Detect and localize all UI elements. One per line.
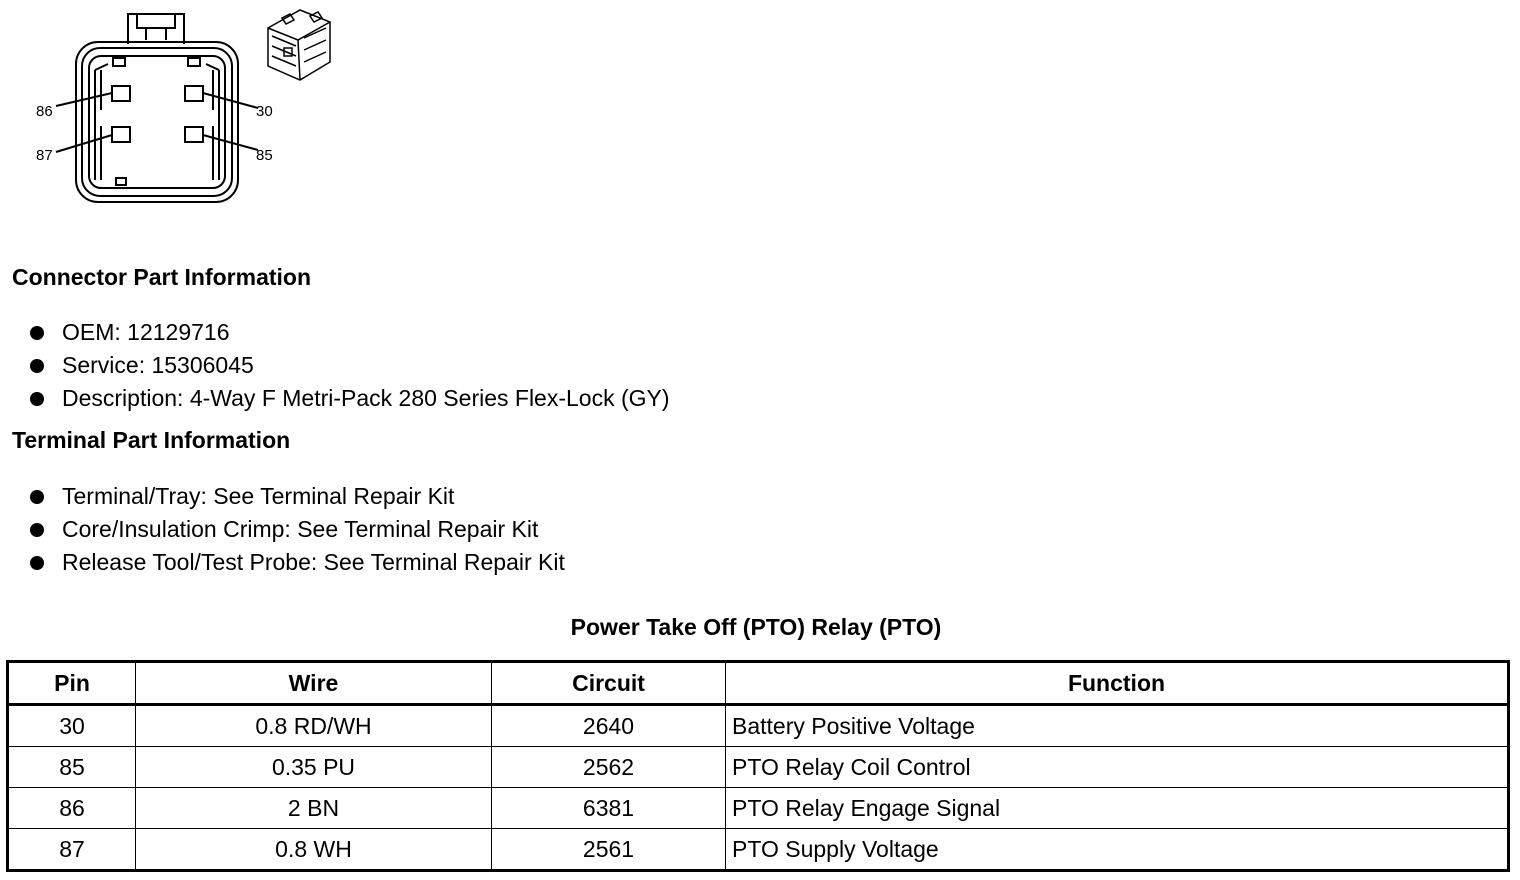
pin-label-87: 87: [36, 147, 53, 164]
list-item: [30, 382, 670, 415]
cell-pin: 85: [8, 747, 136, 788]
cell-wire: 2 BN: [136, 788, 492, 829]
cell-circuit: 2561: [492, 829, 726, 871]
connector-info-list: [30, 316, 670, 415]
terminal-section-title: Terminal Part Information: [12, 427, 291, 453]
cell-circuit: 2562: [492, 747, 726, 788]
connector-isometric-icon: [268, 10, 330, 80]
header-function: Function: [726, 662, 1509, 705]
terminal-release-tool: Release Tool/Test Probe: See Terminal Repair Kit: [62, 549, 565, 575]
cell-function: Battery Positive Voltage: [726, 705, 1509, 747]
pinout-table: [6, 660, 1510, 872]
connector-oem: OEM: 12129716: [62, 319, 230, 345]
header-wire: Wire: [136, 662, 492, 705]
pin-label-85: 85: [256, 147, 273, 164]
cell-function: PTO Supply Voltage: [726, 829, 1509, 871]
connector-section-title: Connector Part Information: [12, 264, 312, 290]
table-title: Power Take Off (PTO) Relay (PTO): [570, 614, 942, 640]
cell-wire: 0.8 RD/WH: [136, 705, 492, 747]
pin-label-86: 86: [36, 103, 53, 120]
cell-function: PTO Relay Engage Signal: [726, 788, 1509, 829]
bullet-icon: [30, 490, 44, 504]
bullet-icon: [30, 523, 44, 537]
bullet-icon: [30, 359, 44, 373]
cell-circuit: 2640: [492, 705, 726, 747]
table-row: [8, 788, 1509, 829]
connector-service: Service: 15306045: [62, 352, 254, 378]
terminal-crimp: Core/Insulation Crimp: See Terminal Repair Kit: [62, 516, 539, 542]
connector-description: Description: 4-Way F Metri-Pack 280 Series Flex-Lock (GY): [62, 385, 670, 411]
list-item: [30, 316, 670, 349]
cell-pin: 87: [8, 829, 136, 871]
cell-circuit: 6381: [492, 788, 726, 829]
terminal-tray: Terminal/Tray: See Terminal Repair Kit: [62, 483, 455, 509]
table-header-row: [8, 662, 1509, 705]
bullet-icon: [30, 392, 44, 406]
connector-face-diagram: [0, 0, 360, 220]
list-item: [30, 480, 565, 513]
cell-wire: 0.35 PU: [136, 747, 492, 788]
list-item: [30, 546, 565, 579]
cell-wire: 0.8 WH: [136, 829, 492, 871]
list-item: [30, 513, 565, 546]
cell-pin: 86: [8, 788, 136, 829]
header-circuit: Circuit: [492, 662, 726, 705]
list-item: [30, 349, 670, 382]
pin-label-30: 30: [256, 103, 273, 120]
bullet-icon: [30, 326, 44, 340]
cell-pin: 30: [8, 705, 136, 747]
bullet-icon: [30, 556, 44, 570]
table-row: [8, 829, 1509, 871]
table-row: [8, 705, 1509, 747]
table-row: [8, 747, 1509, 788]
cell-function: PTO Relay Coil Control: [726, 747, 1509, 788]
header-pin: Pin: [8, 662, 136, 705]
terminal-info-list: [30, 480, 565, 579]
